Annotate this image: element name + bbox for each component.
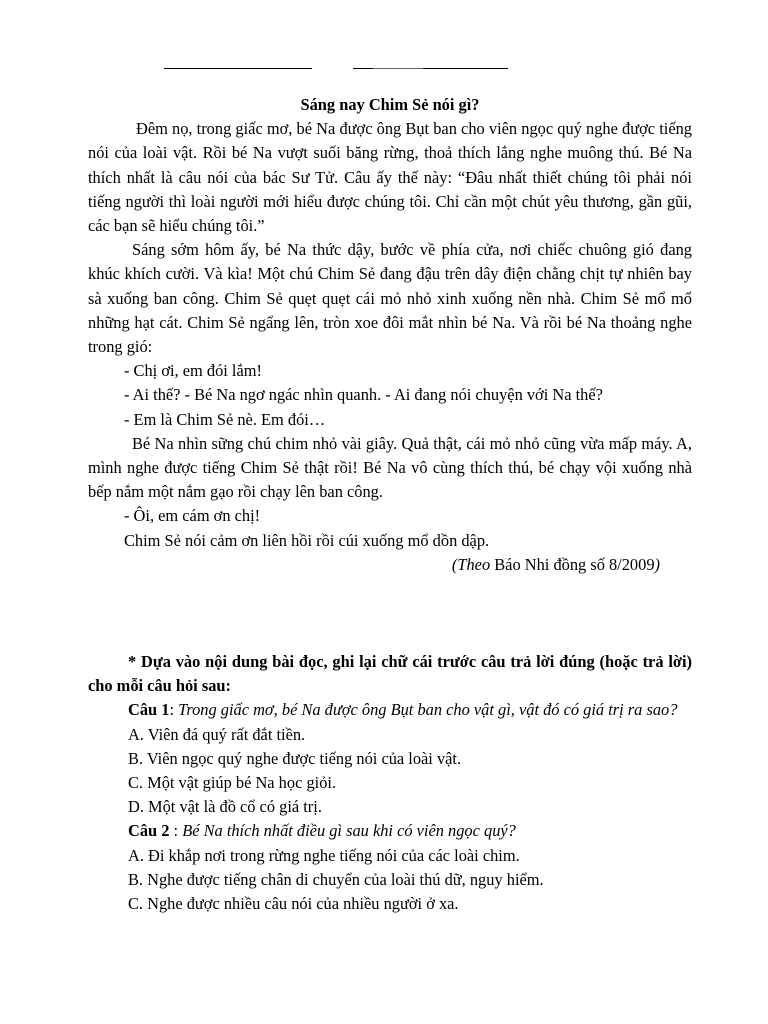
question-text: Trong giấc mơ, bé Na được ông Bụt ban cho vật gì, vật đó có giá trị ra sao? — [178, 700, 678, 720]
source-theo: Theo — [457, 554, 491, 574]
passage-title: Sáng nay Chim Sẻ nói gì? — [300, 95, 480, 114]
dialogue-line: - Ôi, em cám ơn chị! — [124, 506, 261, 526]
dialogue-line: - Ai thế? - Bé Na ngơ ngác nhìn quanh. - Ai đang nói chuyện với Na thế? — [124, 385, 603, 405]
source-name: Báo Nhi đồng số 8/2009 — [490, 554, 655, 574]
answer-option: A. Viên đá quý rất đắt tiền. — [128, 724, 306, 744]
passage-paragraph: Sáng sớm hôm ấy, bé Na thức dậy, bước về phía cửa, nơi chiếc chuông gió đang khúc khích cười. Và kìa! Một chú Chim Sẻ đang đậu trên dây điện chằng chịt tự nhiên bay sà xuống ban công. Chim Sẻ quẹt quẹt cái mỏ nhỏ xinh xuống nền nhà. Chim Sẻ mổ mổ những hạt cát. Chim Sẻ ngẩng lên, tròn xoe đôi mắt nhìn bé Na. Và rồi bé Na thoảng nghe trong gió: — [88, 240, 692, 357]
passage-source — [88, 553, 692, 577]
questions-instruction: * Dựa vào nội dung bài đọc, ghi lại chữ cái trước câu trả lời đúng (hoặc trả lời) cho mỗi câu hỏi sau: — [88, 652, 692, 696]
question-separator: : — [169, 821, 183, 841]
dialogue-line: - Chị ơi, em đói lắm! — [124, 361, 262, 381]
answer-option: B. Viên ngọc quý nghe được tiếng nói của loài vật. — [128, 748, 462, 768]
source-open: ( — [451, 554, 458, 574]
question-1 — [88, 698, 692, 722]
question-text: Bé Na thích nhất điều gì sau khi có viên ngọc quý? — [182, 821, 516, 841]
answer-option: B. Nghe được tiếng chân di chuyển của loài thú dữ, nguy hiểm. — [128, 869, 544, 889]
answer-option: C. Nghe được nhiều câu nói của nhiều người ở xa. — [128, 894, 459, 914]
source-close: ) — [654, 554, 660, 574]
header-rule-right — [353, 68, 508, 69]
question-label: Câu 2 — [128, 821, 170, 841]
reading-passage — [88, 93, 692, 577]
passage-paragraph: Đêm nọ, trong giấc mơ, bé Na được ông Bụt ban cho viên ngọc quý nghe được tiếng nói của loài vật. Rồi bé Na vượt suối băng rừng, thoả thích lắng nghe muông thú. Bé Na thích nhất là câu nói của bác Sư Tử. Câu ấy thế này: “Đâu nhất thiết chúng tôi phải nói tiếng người thì loài người mới hiểu được chúng tôi. Chỉ cần một chút yêu thương, gần gũi, các bạn sẽ hiểu chúng tôi.” — [88, 119, 692, 236]
passage-closing: Chim Sẻ nói cảm ơn liên hồi rồi cúi xuống mổ dồn dập. — [124, 530, 490, 550]
passage-paragraph: Bé Na nhìn sững chú chim nhỏ vài giây. Quả thật, cái mỏ nhỏ cũng vừa mấp máy. A, mình nghe được tiếng Chim Sẻ thật rồi! Bé Na vô cùng thích thú, bé chạy vội xuống nhà bếp nắm một nắm gạo rồi chạy lên ban công. — [88, 433, 692, 502]
answer-option: A. Đi khắp nơi trong rừng nghe tiếng nói của các loài chim. — [128, 845, 520, 865]
answer-option: D. Một vật là đồ cổ có giá trị. — [128, 797, 322, 817]
header-rule-left — [164, 68, 312, 69]
question-label: Câu 1 — [128, 700, 170, 720]
answer-option: C. Một vật giúp bé Na học giỏi. — [128, 773, 337, 793]
question-2 — [88, 819, 692, 843]
dialogue-line: - Em là Chim Sẻ nè. Em đói… — [124, 409, 326, 429]
questions-section — [88, 650, 692, 916]
question-separator: : — [169, 700, 179, 720]
